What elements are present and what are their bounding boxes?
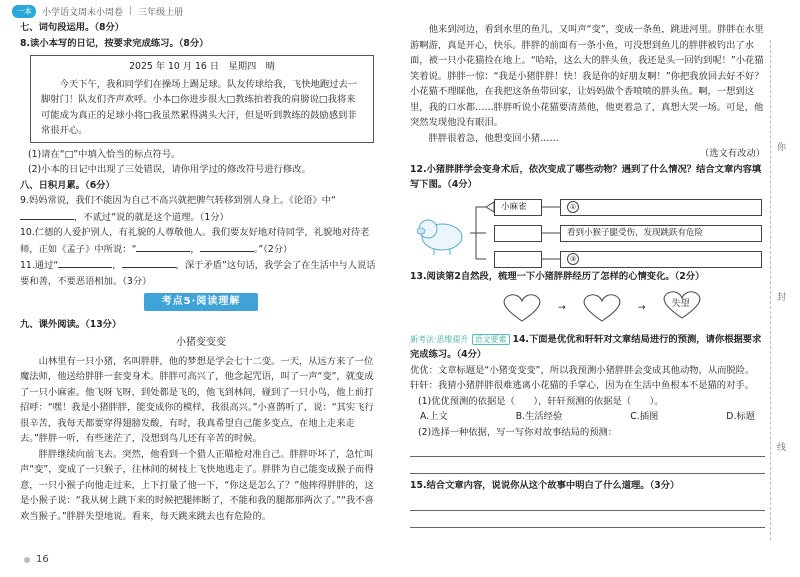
right-column <box>410 22 765 528</box>
story-title: 小猪变变变 <box>176 337 226 348</box>
story-paragraph-3: 他来到河边，看到水里的鱼儿，又叫声“变”，变成一条鱼，跳进河里。胖胖在水里游啊游，真是开心，快乐。胖胖的前面有一条小鱼，可没想到鱼儿的胖胖被钓出了水面，被一只小花猫捡在地上。“哈哈，这么大的胖头鱼，我还是头一回钓到呢！”小花猫笑着说。胖胖一惊：“我是小猪胖胖！快！我是你的好朋友啊！”你把我放回去好不好？小花猫不理睬他，在我把这条鱼带回家，让妈妈做个香喷喷的胖头鱼。啊，一想到这里，我的口水都……胖胖听说小花猫要清蒸他，他更着急了，真想大哭一场。可是，他突然发现他没有眼泪。 <box>410 24 764 128</box>
question-8-2: (2)小本的日记中出现了三处错误，请你用学过的修改符号进行修改。 <box>28 164 311 175</box>
book-title: 小学语文周末小周卷 <box>42 7 124 18</box>
youyou-prediction: 优优：文章标题是“小猪变变变”，所以我预测小猪胖胖会变成其他动物，从而脱险。 <box>410 364 755 376</box>
story-paragraph-1: 山林里有一只小猪，名叫胖胖，他的梦想是学会七十二变。一天，从远方来了一位魔法师，他送给胖胖一套变身术。胖胖可高兴了，他念起咒语，叫了一声“变”，就变成了一只小麻雀。他飞呀飞呀，到处都是飞的，他飞到林间，碰到了一只小鸟，他上前打招呼：“嘿！我是小猪胖胖，能变成你的模样，我很高兴。”小喜鹊听了，说：“其实飞行很辛苦，我每天都要穿得翅膀发酸，有时，我真希望自己能多变点，在地上走来走去。”胖胖一听，有些迷茫了，没想到鸟儿还有辛苦的时候。 <box>20 355 374 444</box>
pig-illustration <box>417 220 462 255</box>
heart-blank-1[interactable] <box>500 293 544 323</box>
number-1: ① <box>567 201 579 213</box>
mind-map-blank-animal-2[interactable] <box>494 225 542 242</box>
answer-line[interactable] <box>410 440 765 457</box>
mind-map-root: 小麻雀 <box>494 199 542 216</box>
mind-map-branch-1[interactable] <box>560 199 762 216</box>
xuanxuan-prediction: 轩轩：我猜小猪胖胖很难逃离小花猫的手掌心，因为在生活中鱼根本不是猫的对手。 <box>410 380 754 391</box>
option-c[interactable]: C.插图 <box>630 411 659 422</box>
story-paragraph-2: 胖胖继续向前飞去。突然，他看到一个猎人正瞄枪对准自己。胖胖吓坏了，急忙叫声“变”，变成了一只猴子，往林间的树枝上飞快地逃走了。胖胖为自己能变成猴子而得意，一只小猴子向他走过来，上下打量了他一下，“你这是怎么了？”他摔得胖胖的，这是小猴子说：“我从树上跳下来的时候把腿摔断了，不能和我的腿都那两次了。”“我不喜欢当猴子。”胖胖失望地说。看来，每天跳来跳去也有危险的。 <box>20 448 374 522</box>
diary-box <box>30 55 374 143</box>
left-column <box>20 20 382 524</box>
question-11-tail: ，深于矛盾”这句话，我学会了在生活中与人说话要和善，不要恶语相加。（3分） <box>20 260 376 287</box>
margin-mark: 你 <box>777 143 787 153</box>
question-14-2: (2)选择一种依据，写一写你对故事结局的预测： <box>418 426 618 438</box>
diary-body: 今天下午，我和同学们在操场上踢足球。队友传球给我，飞快地跑过去一脚射门！队友们齐声欢呼。小本□你进步很大□教练拍着我的肩膀说□我将来可能成为真正的足球小将□我虽然累得满头大汗，但是听到教练的鼓励感到非常很开心。 <box>41 78 358 136</box>
arrow-icon: → <box>558 302 566 313</box>
page-footer <box>24 554 49 565</box>
section-banner <box>20 293 382 311</box>
question-14 <box>410 332 765 363</box>
option-d[interactable]: D.标题 <box>726 411 755 422</box>
question-12: 12.小猪胖胖学会变身术后，依次变成了哪些动物？遇到了什么情况？结合文章内容填写下图。（4分） <box>410 163 762 190</box>
question-14-text: 14.下面是优优和轩轩对文章结局进行的预测，请你根据要求完成练习。（4分） <box>410 333 762 360</box>
question-10-tail: 。”（2分） <box>253 243 293 255</box>
question-15: 15.结合文章内容，说说你从这个故事中明白了什么道理。（3分） <box>410 480 680 491</box>
question-13: 13.阅读第2自然段，梳理一下小猪胖胖经历了怎样的心情变化。（2分） <box>410 270 705 282</box>
answer-blank[interactable] <box>200 241 254 252</box>
source-note: （选文有改动） <box>699 148 765 159</box>
mind-map-branch-2 <box>560 225 762 242</box>
mood-chain <box>500 290 765 326</box>
answer-blank[interactable] <box>58 257 112 268</box>
option-list <box>410 409 765 425</box>
margin-mark: 封 <box>777 293 787 303</box>
answer-line[interactable] <box>410 494 765 511</box>
literacy-tag: 语文要素 <box>472 334 510 345</box>
question-9 <box>20 193 382 225</box>
question-9-tail: ，不贰过”说的就是这个道理。（1分） <box>74 211 229 223</box>
question-14-1: (1)优优预测的依据是（ ），轩轩预测的依据是（ ）。 <box>418 395 664 407</box>
mind-map-branch-2-text: 看到小猴子腿受伤，发现跳跃有危险 <box>567 227 704 238</box>
page-number: 16 <box>36 554 49 565</box>
question-10-text: 10.仁德的人爱护别人，有礼貌的人尊敬他人。我们要友好地对待同学，礼貌地对待老师，正如《孟子》中所说：“ <box>20 227 370 255</box>
section-8-heading: 八、日积月累。（6分） <box>20 179 115 191</box>
header-divider: | <box>129 6 133 16</box>
question-10: 10.仁德的人爱护别人，有礼貌的人尊敬他人。我们要友好地对待同学，礼貌地对待老师，正如《孟子》中所说：“ ， 。”（2分） <box>20 227 370 255</box>
heart-final <box>660 290 704 326</box>
section-banner-label: 考点5·阅读理解 <box>144 293 259 311</box>
page-header <box>12 2 183 20</box>
mind-map-blank-animal-3[interactable] <box>494 251 542 268</box>
section-9-heading: 九、课外阅读。（13分） <box>20 318 122 330</box>
margin-mark: 线 <box>777 443 787 453</box>
question-8: 8.读小本写的日记，按要求完成练习。（8分） <box>20 37 209 49</box>
answer-blank[interactable] <box>122 257 176 268</box>
question-11-text: 11.通过“ <box>20 260 59 271</box>
answer-blank[interactable] <box>136 241 190 252</box>
story-paragraph-4: 胖胖很着急，他想变回小猪…… <box>428 132 559 144</box>
binding-line <box>770 40 771 540</box>
question-8-1: (1)请在“□”中填入恰当的标点符号。 <box>28 148 181 160</box>
diary-date: 2025 年 10 月 16 日 星期四 晴 <box>129 61 275 72</box>
grade-label: 三年级上册 <box>138 7 184 18</box>
heart-final-label: 失望 <box>671 299 690 309</box>
mind-map-branch-3[interactable] <box>560 251 762 268</box>
mind-map <box>410 197 765 265</box>
question-9-text: 9.妈妈常说，我们不能因为自己不高兴就把脾气转移到别人身上。《论语》中“ <box>20 195 336 206</box>
arrow-icon: → <box>637 302 646 313</box>
option-b[interactable]: B.生活经验 <box>515 411 563 422</box>
answer-line[interactable] <box>410 457 765 474</box>
heart-blank-2[interactable] <box>580 293 624 323</box>
answer-line[interactable] <box>410 511 765 528</box>
question-11: 11.通过“ ， ，深于矛盾”这句话，我学会了在生活中与人说话要和善，不要恶语相加。（3分） <box>20 257 382 289</box>
footer-dot <box>24 557 30 563</box>
brand-badge: 一本 <box>12 5 36 18</box>
new-format-tag: 新考法·思维提升 <box>410 334 469 344</box>
section-7-heading: 七、词句段运用。（8分） <box>20 22 125 33</box>
number-3: ③ <box>567 253 579 265</box>
option-a[interactable]: A.上文 <box>420 411 448 422</box>
answer-blank[interactable] <box>20 209 74 220</box>
